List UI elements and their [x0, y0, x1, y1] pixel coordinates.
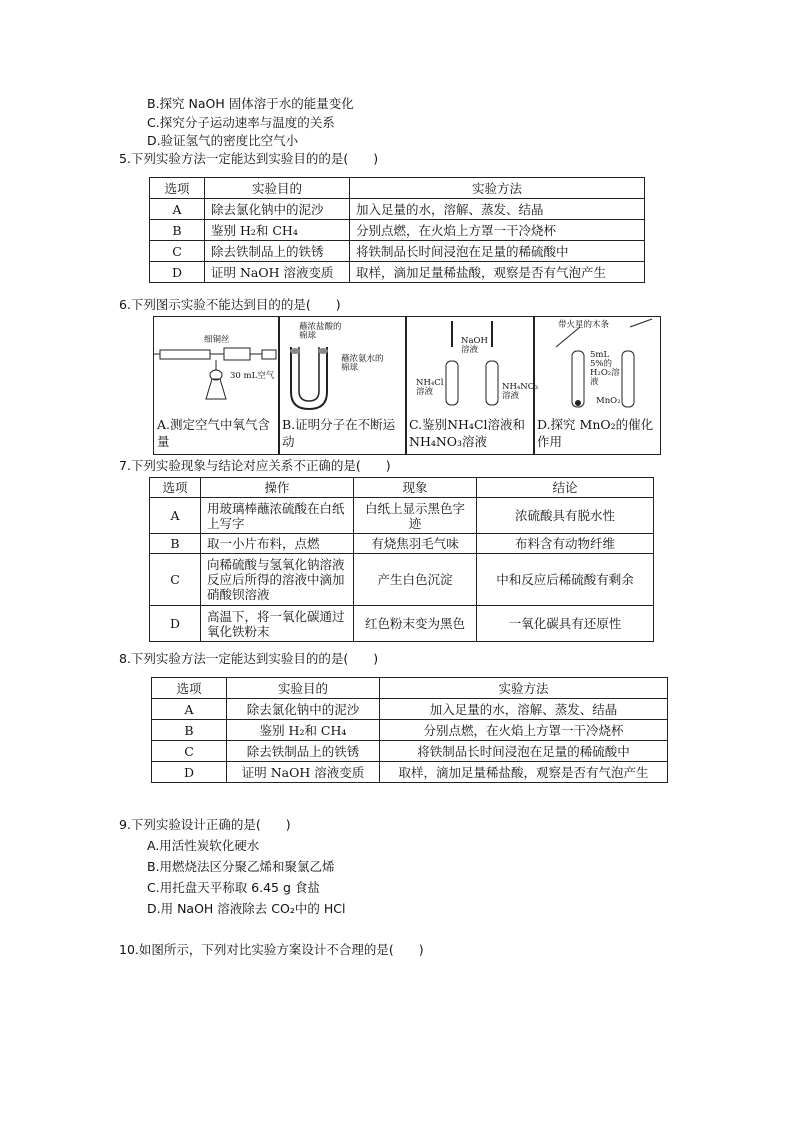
- table-cell: 中和反应后稀硫酸有剩余: [477, 554, 654, 606]
- table-cell: 有烧焦羽毛气味: [354, 534, 477, 554]
- label-mno2: MnO₂: [596, 396, 621, 406]
- table-cell: 除去铁制品上的铁锈: [227, 741, 380, 762]
- option-d: D.验证氢气的密度比空气小: [147, 133, 299, 148]
- q9-option-b: B.用燃烧法区分聚乙烯和聚氯乙烯: [147, 859, 335, 874]
- q7-header-conclusion: 结论: [477, 478, 654, 498]
- q7-header-option: 选项: [150, 478, 201, 498]
- table-cell: 分别点燃，在火焰上方罩一干冷烧杯: [350, 220, 645, 241]
- test-tubes-diagram: [406, 317, 539, 417]
- table-cell: A: [150, 498, 201, 534]
- q8-header-purpose: 实验目的: [227, 678, 380, 699]
- q5-table: [149, 177, 645, 283]
- table-cell: 鉴别 H₂和 CH₄: [227, 720, 380, 741]
- q5-stem: 5.下列实验方法一定能达到实验目的的是( ): [119, 151, 379, 166]
- q7-table: [149, 477, 654, 642]
- caption-b: B.证明分子在不断运动: [282, 417, 396, 449]
- q6-stem: 6.下列图示实验不能达到目的的是( ): [119, 297, 341, 312]
- table-cell: 布料含有动物纤维: [477, 534, 654, 554]
- table-cell: C: [152, 741, 227, 762]
- syringe-apparatus-diagram: [154, 317, 279, 417]
- q5-header-purpose: 实验目的: [205, 178, 350, 199]
- table-cell: 除去氯化钠中的泥沙: [205, 199, 350, 220]
- table-cell: 取样，滴加足量稀盐酸，观察是否有气泡产生: [350, 262, 645, 283]
- table-cell: 将铁制品长时间浸泡在足量的稀硫酸中: [380, 741, 668, 762]
- label-air-volume: 30 mL空气: [230, 371, 275, 381]
- table-cell: 分别点燃，在火焰上方罩一干冷烧杯: [380, 720, 668, 741]
- table-cell: 产生白色沉淀: [354, 554, 477, 606]
- q7-stem: 7.下列实验现象与结论对应关系不正确的是( ): [119, 458, 391, 473]
- table-cell: 除去铁制品上的铁锈: [205, 241, 350, 262]
- q7-header-operation: 操作: [201, 478, 354, 498]
- q5-header-option: 选项: [150, 178, 205, 199]
- label-ammonia-cotton: 蘸浓氨水的棉球: [341, 354, 384, 373]
- label-copper-wire: 细铜丝: [204, 335, 230, 345]
- table-cell: 一氧化碳具有还原性: [477, 606, 654, 642]
- q8-table: [151, 677, 668, 783]
- table-cell: A: [152, 699, 227, 720]
- table-cell: 加入足量的水，溶解、蒸发、结晶: [350, 199, 645, 220]
- table-cell: D: [150, 262, 205, 283]
- option-c: C.探究分子运动速率与温度的关系: [147, 115, 335, 130]
- table-cell: 向稀硫酸与氢氧化钠溶液反应后所得的溶液中滴加硝酸钡溶液: [201, 554, 354, 606]
- q9-option-c: C.用托盘天平称取 6.45 g 食盐: [147, 880, 320, 895]
- table-cell: D: [152, 762, 227, 783]
- table-cell: 除去氯化钠中的泥沙: [227, 699, 380, 720]
- label-h2o2: 5mL 5%的 H₂O₂溶液: [590, 350, 620, 387]
- table-cell: 加入足量的水，溶解、蒸发、结晶: [380, 699, 668, 720]
- label-naoh: NaOH溶液: [461, 336, 488, 355]
- table-cell: 取一小片布料，点燃: [201, 534, 354, 554]
- q8-header-method: 实验方法: [380, 678, 668, 699]
- table-cell: B: [150, 220, 205, 241]
- table-cell: A: [150, 199, 205, 220]
- caption-c: C.鉴别NH₄Cl溶液和NH₄NO₃溶液: [409, 417, 526, 449]
- table-cell: B: [152, 720, 227, 741]
- q5-header-method: 实验方法: [350, 178, 645, 199]
- table-cell: 证明 NaOH 溶液变质: [205, 262, 350, 283]
- q8-header-option: 选项: [152, 678, 227, 699]
- table-cell: 将铁制品长时间浸泡在足量的稀硫酸中: [350, 241, 645, 262]
- caption-a: A.测定空气中氧气含量: [157, 417, 271, 449]
- table-cell: 红色粉末变为黑色: [354, 606, 477, 642]
- figure-b: [278, 316, 407, 455]
- q7-header-phenomenon: 现象: [354, 478, 477, 498]
- table-cell: 用玻璃棒蘸浓硫酸在白纸上写字: [201, 498, 354, 534]
- table-cell: 鉴别 H₂和 CH₄: [205, 220, 350, 241]
- table-cell: D: [150, 606, 201, 642]
- table-cell: 高温下，将一氧化碳通过氧化铁粉末: [201, 606, 354, 642]
- q9-option-a: A.用活性炭软化硬水: [147, 838, 260, 853]
- table-cell: 证明 NaOH 溶液变质: [227, 762, 380, 783]
- option-b: B.探究 NaOH 固体溶于水的能量变化: [147, 96, 354, 111]
- caption-d: D.探究 MnO₂的催化作用: [537, 417, 654, 449]
- table-cell: C: [150, 241, 205, 262]
- table-cell: 白纸上显示黑色字迹: [354, 498, 477, 534]
- table-cell: C: [150, 554, 201, 606]
- figure-d: [533, 316, 661, 455]
- label-glowing-splint: 带火星的木条: [558, 320, 610, 330]
- table-cell: B: [150, 534, 201, 554]
- label-hcl-cotton: 蘸浓盐酸的棉球: [299, 322, 342, 341]
- q10-stem: 10.如图所示，下列对比实验方案设计不合理的是( ): [119, 942, 424, 957]
- figure-a: [153, 316, 280, 455]
- label-nh4no3: NH₄NO₃溶液: [502, 382, 539, 401]
- q9-stem: 9.下列实验设计正确的是( ): [119, 817, 291, 832]
- q8-stem: 8.下列实验方法一定能达到实验目的的是( ): [119, 651, 379, 666]
- table-cell: 浓硫酸具有脱水性: [477, 498, 654, 534]
- table-cell: 取样，滴加足量稀盐酸，观察是否有气泡产生: [380, 762, 668, 783]
- label-nh4cl: NH₄Cl溶液: [416, 378, 444, 397]
- q9-option-d: D.用 NaOH 溶液除去 CO₂中的 HCl: [147, 901, 346, 916]
- figure-c: [405, 316, 539, 455]
